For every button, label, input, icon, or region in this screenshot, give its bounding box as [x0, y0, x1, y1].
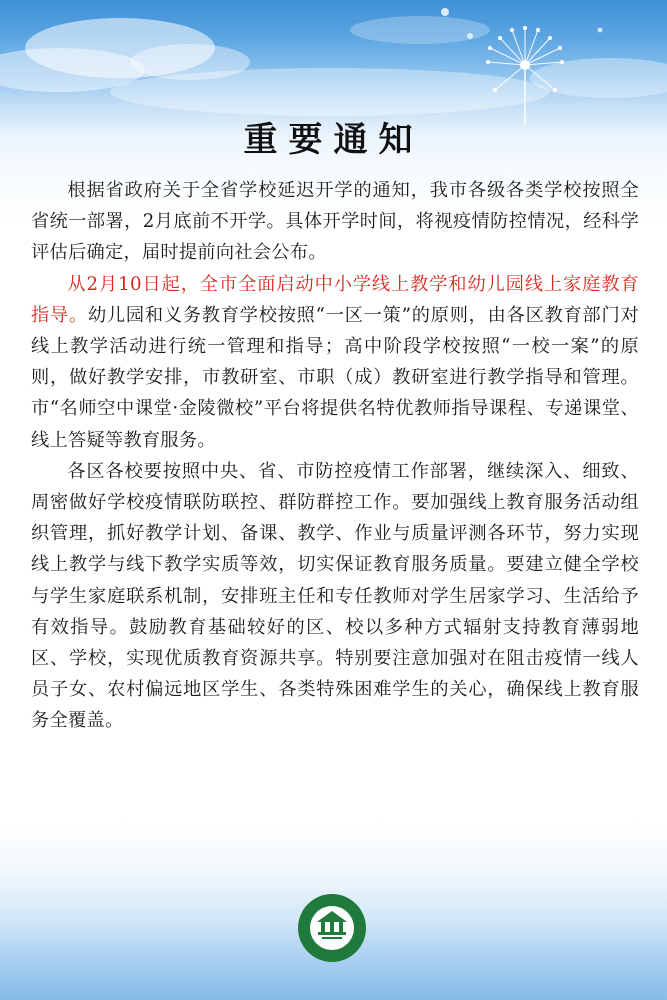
paragraph-2 [31, 269, 639, 456]
paragraph-text: 幼儿园和义务教育学校按照“一区一策”的原则，由各区教育部门对线上教学活动进行统一管理和指导；高中阶段学校按照“一校一案”的原则，做好教学安排，市教研室、市职（成）教研室进行教学指导和管理。市“名师空中课堂·金陵微校”平台将提供名特优教师指导课程、专递课堂、线上答疑等教育服务。 [31, 304, 639, 451]
paragraph-text: 根据省政府关于全省学校延迟开学的通知，我市各级各类学校按照全省统一部署，2月底前不开学。具体开学时间，将视疫情防控情况，经科学评估后确定，届时提前向社会公布。 [31, 180, 639, 264]
paragraph-3 [31, 456, 639, 737]
highlighted-sentence: 从2月10日起，全市全面启动中小学线上教学和幼儿园线上家庭教育指导。 [31, 273, 639, 326]
education-bureau-logo [296, 892, 368, 964]
paragraph-text: 各区各校要按照中央、省、市防控疫情工作部署，继续深入、细致、周密做好学校疫情联防联控、群防群控工作。要加强线上教育服务活动组织管理，抓好教学计划、备课、教学、作业与质量评测各环节，努力实现线上教学与线下教学实质等效，切实保证教育服务质量。要建立健全学校与学生家庭联系机制，安排班主任和专任教师对学生居家学习、生活给予有效指导。鼓励教育基础较好的区、校以多种方式辐射支持教育薄弱地区、学校，实现优质教育资源共享。特别要注意加强对在阻击疫情一线人员子女、农村偏远地区学生、各类特殊困难学生的关心，确保线上教育服务全覆盖。 [31, 460, 639, 732]
paragraph-1 [31, 175, 639, 269]
page-title: 重要通知 [243, 120, 424, 160]
notice-body [31, 175, 639, 737]
